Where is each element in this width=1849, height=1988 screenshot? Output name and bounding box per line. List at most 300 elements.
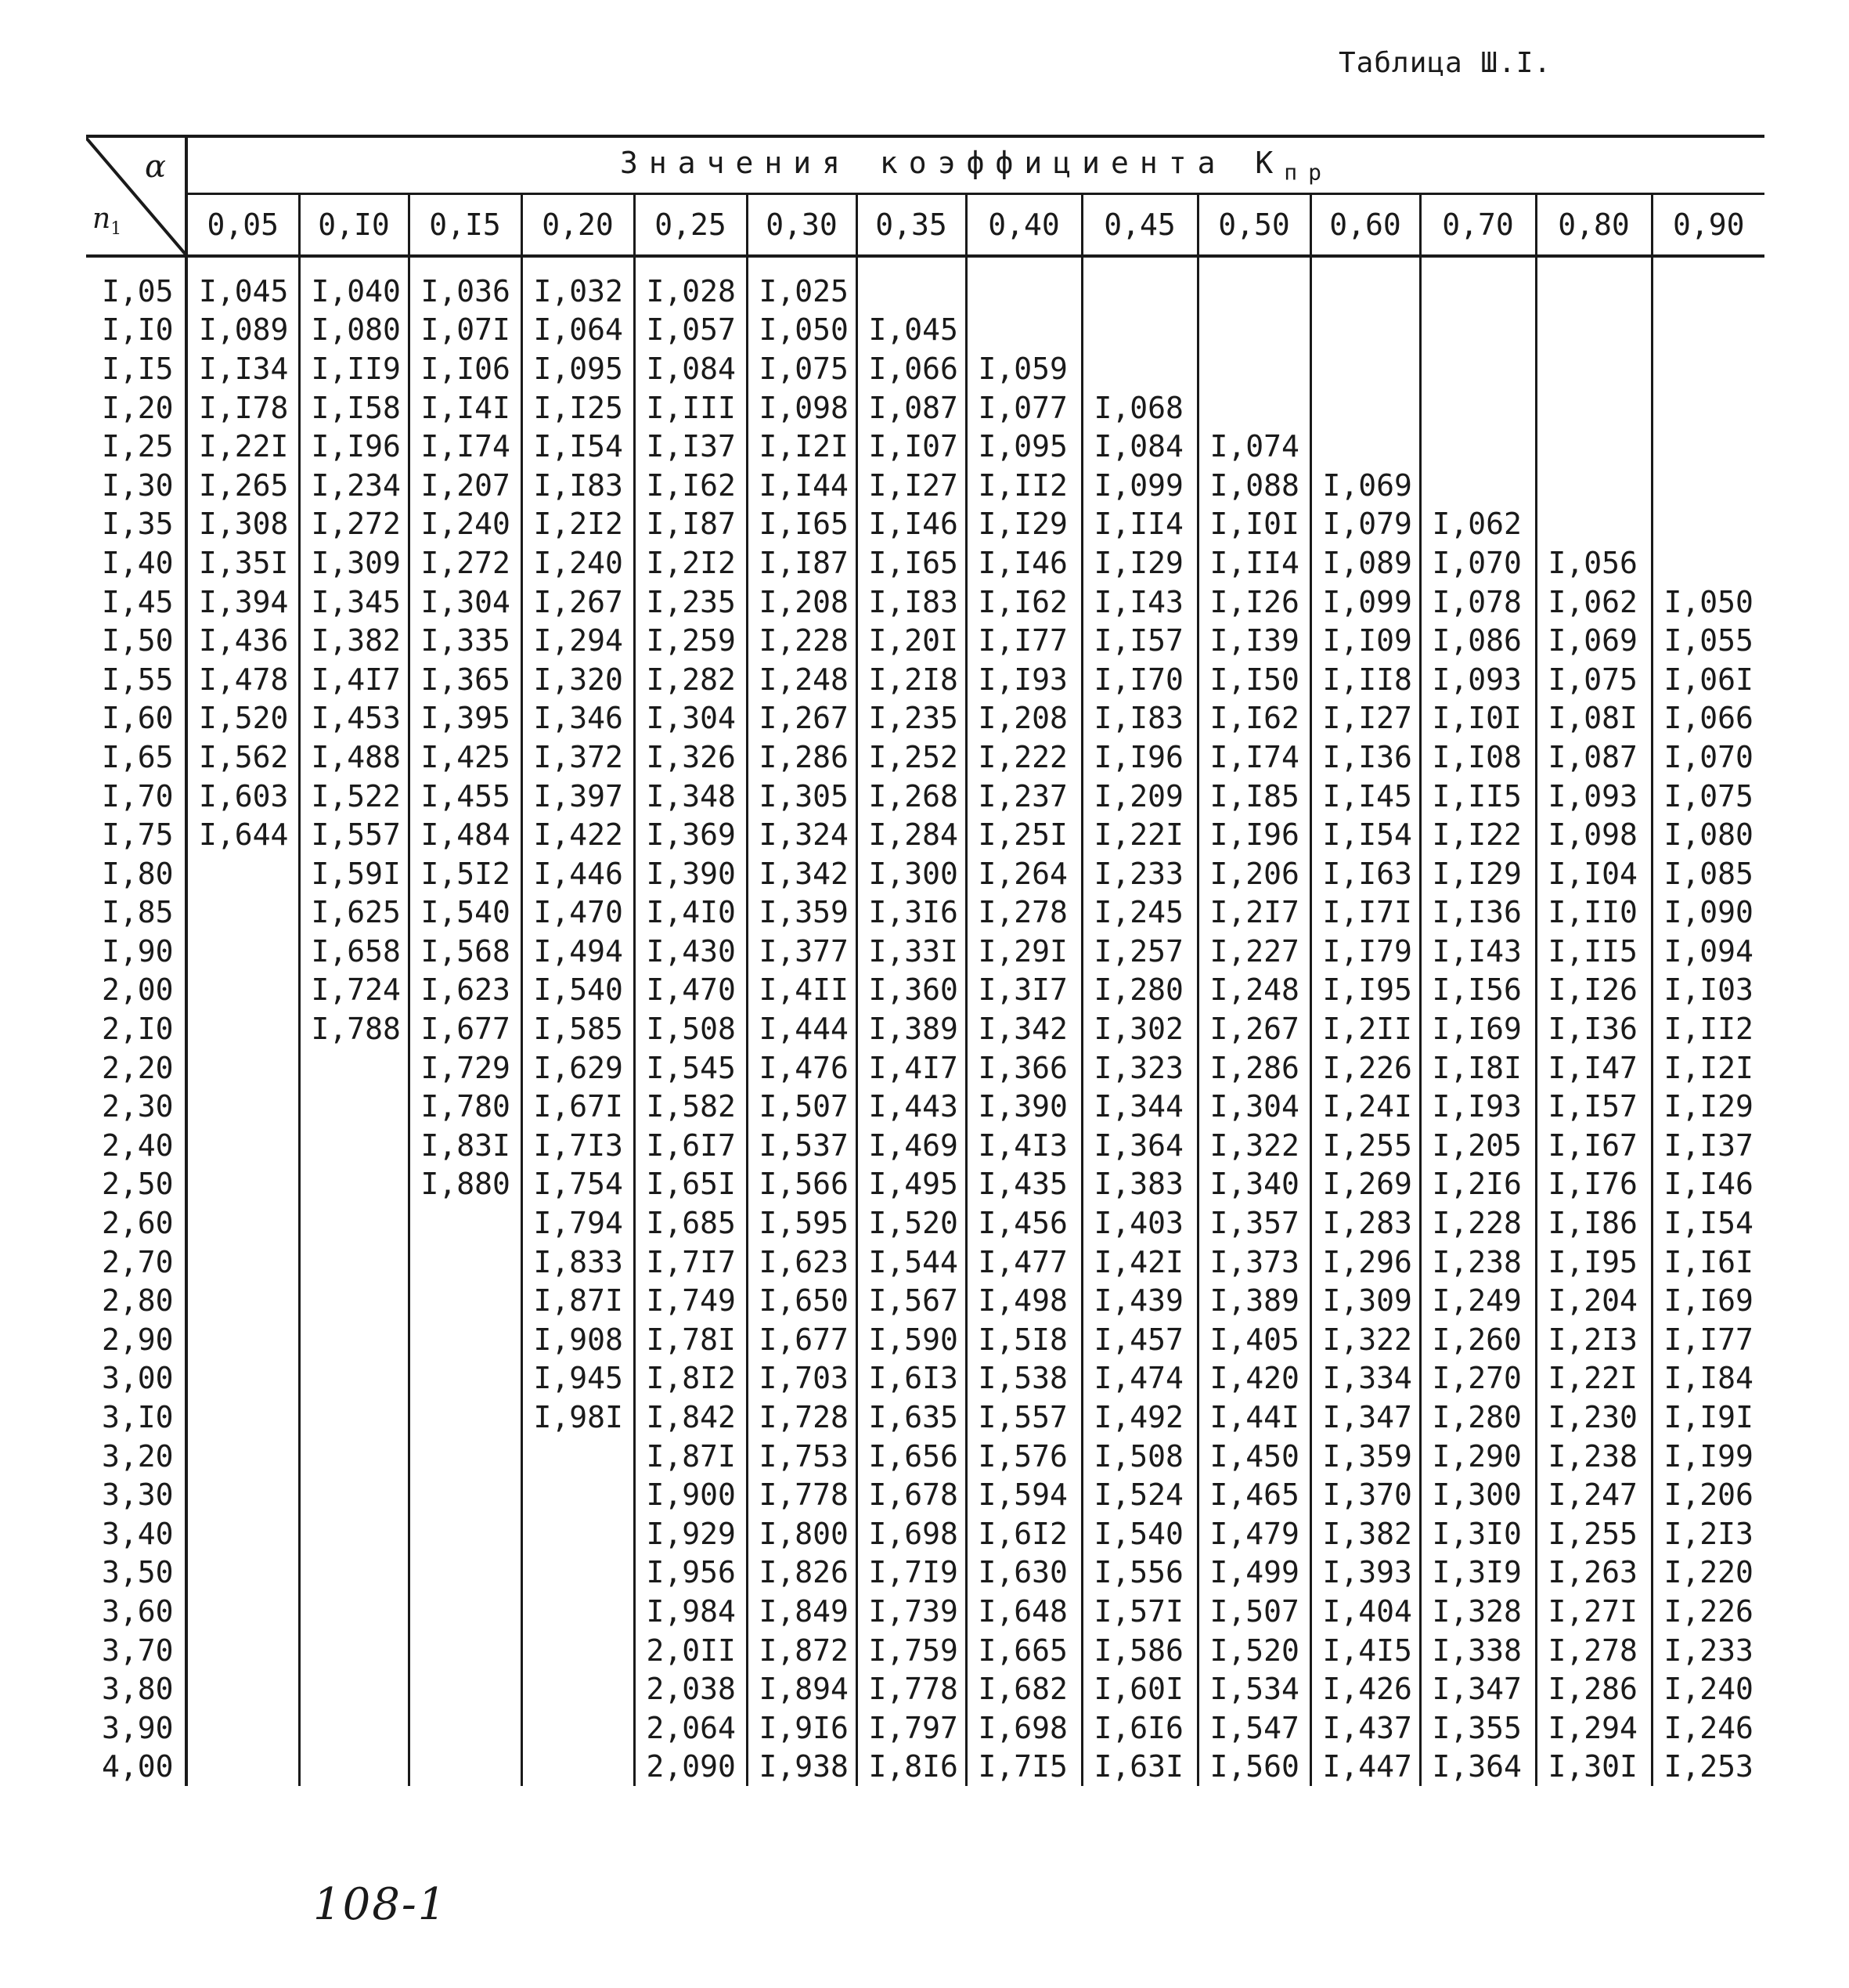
table-cell: I,I76 — [1536, 1165, 1652, 1204]
table-cell — [299, 1748, 409, 1787]
table-cell: I,403 — [1082, 1203, 1198, 1243]
table-cell: I,I96 — [1082, 738, 1198, 777]
table-cell: I,255 — [1310, 1126, 1420, 1165]
table-cell: I,929 — [634, 1514, 747, 1553]
table-cell — [521, 1708, 634, 1748]
table-cell: I,078 — [1420, 583, 1536, 622]
table-cell: I,080 — [299, 311, 409, 350]
table-cell — [409, 1398, 521, 1437]
table-cell — [856, 256, 966, 311]
table-cell: I,I86 — [1536, 1203, 1652, 1243]
table-cell: I,240 — [409, 505, 521, 544]
table-cell — [1536, 388, 1652, 428]
table-cell: I,I57 — [1082, 621, 1198, 660]
table-cell: I,390 — [966, 1087, 1082, 1126]
table-cell — [409, 1281, 521, 1320]
table-cell: I,436 — [186, 621, 299, 660]
table-cell: I,064 — [521, 311, 634, 350]
table-cell — [186, 1475, 299, 1514]
table-cell: I,498 — [966, 1281, 1082, 1320]
table-cell: I,87I — [634, 1437, 747, 1476]
table-cell — [186, 1359, 299, 1398]
table-cell: I,83I — [409, 1126, 521, 1165]
table-cell: I,794 — [521, 1203, 634, 1243]
table-cell: I,227 — [1198, 932, 1310, 971]
table-cell — [186, 1437, 299, 1476]
table-cell: I,208 — [747, 583, 856, 622]
table-cell: I,II9 — [299, 349, 409, 388]
table-cell: I,I43 — [1420, 932, 1536, 971]
table-cell: I,099 — [1082, 466, 1198, 505]
handwritten-page-mark: 108-1 — [313, 1879, 448, 1930]
table-row — [86, 815, 1764, 854]
table-cell: I,040 — [299, 256, 409, 311]
table-cell: I,2I3 — [1663, 1516, 1753, 1551]
kpr-symbol: $К_{пр}$ — [1255, 145, 1332, 186]
table-cell: I,703 — [747, 1359, 856, 1398]
table-cell: I,360 — [856, 971, 966, 1010]
table-cell: I,080 — [1663, 817, 1753, 853]
table-cell: I,265 — [186, 466, 299, 505]
table-cell: I,I69 — [1663, 1283, 1753, 1319]
table-cell: I,I2I — [747, 427, 856, 466]
table-row — [86, 1437, 1764, 1476]
table-cell: I,06I — [1663, 662, 1753, 697]
table-cell: I,I0I — [1420, 699, 1536, 738]
table-cell: I,677 — [747, 1320, 856, 1359]
table-cell: I,474 — [1082, 1359, 1198, 1398]
table-cell: I,036 — [409, 256, 521, 311]
table-cell: I,488 — [299, 738, 409, 777]
table-cell: I,267 — [1198, 1009, 1310, 1048]
table-cell: I,540 — [1082, 1514, 1198, 1553]
table-cell: I,264 — [966, 854, 1082, 893]
row-label: I,45 — [86, 583, 186, 622]
table-cell: I,435 — [966, 1165, 1082, 1204]
table-cell: I,259 — [634, 621, 747, 660]
table-cell: I,22I — [1536, 1359, 1652, 1398]
table-cell: I,780 — [409, 1087, 521, 1126]
table-cell: I,257 — [1082, 932, 1198, 971]
table-cell — [299, 1281, 409, 1320]
table-cell: I,I99 — [1663, 1438, 1753, 1474]
table-cell: I,226 — [1310, 1048, 1420, 1088]
table-cell: I,342 — [966, 1009, 1082, 1048]
table-title: Значения коэффициента $К_{пр}$ — [186, 136, 1764, 194]
table-cell: I,I26 — [1536, 971, 1652, 1010]
table-cell — [186, 854, 299, 893]
table-row — [86, 1320, 1764, 1359]
table-cell: I,534 — [1198, 1669, 1310, 1708]
table-cell: I,087 — [856, 388, 966, 428]
row-label: 3,I0 — [86, 1398, 186, 1437]
row-label: I,30 — [86, 466, 186, 505]
table-cell: I,364 — [1082, 1126, 1198, 1165]
table-cell — [1536, 466, 1652, 505]
table-cell — [1310, 311, 1420, 350]
table-cell: I,457 — [1082, 1320, 1198, 1359]
table-cell: I,556 — [1082, 1553, 1198, 1593]
table-cell: I,557 — [966, 1398, 1082, 1437]
table-cell: I,2I7 — [1198, 893, 1310, 933]
table-cell — [186, 1708, 299, 1748]
row-label: I,40 — [86, 543, 186, 583]
table-cell: I,I37 — [634, 427, 747, 466]
table-cell: I,089 — [1310, 543, 1420, 583]
table-cell: I,235 — [856, 699, 966, 738]
table-cell — [1198, 256, 1310, 311]
table-cell — [1082, 349, 1198, 388]
table-cell: I,568 — [409, 932, 521, 971]
table-cell: I,956 — [634, 1553, 747, 1593]
table-cell: I,237 — [966, 777, 1082, 816]
row-label: 2,I0 — [86, 1009, 186, 1048]
table-cell: I,545 — [634, 1048, 747, 1088]
table-cell — [1420, 466, 1536, 505]
table-cell: I,286 — [1198, 1048, 1310, 1088]
table-cell: I,630 — [966, 1553, 1082, 1593]
table-cell: I,5I8 — [966, 1320, 1082, 1359]
table-cell: 2,090 — [634, 1748, 747, 1787]
table-row — [86, 1203, 1764, 1243]
table-row — [86, 1592, 1764, 1631]
table-cell: I,270 — [1420, 1359, 1536, 1398]
table-cell: I,335 — [409, 621, 521, 660]
table-cell: I,I83 — [521, 466, 634, 505]
table-cell: I,045 — [856, 311, 966, 350]
table-cell — [1536, 427, 1652, 466]
table-cell: I,629 — [521, 1048, 634, 1088]
table-cell: I,2I2 — [521, 505, 634, 544]
table-cell: I,I47 — [1536, 1048, 1652, 1088]
table-cell: I,728 — [747, 1398, 856, 1437]
table-cell: I,759 — [856, 1631, 966, 1670]
table-cell: I,I04 — [1536, 854, 1652, 893]
table-cell: I,I79 — [1310, 932, 1420, 971]
table-cell — [409, 1475, 521, 1514]
table-cell: 2,038 — [634, 1669, 747, 1708]
row-label: I,I5 — [86, 349, 186, 388]
table-cell: I,057 — [634, 311, 747, 350]
table-cell: I,II5 — [1536, 932, 1652, 971]
table-cell: I,520 — [186, 699, 299, 738]
table-cell — [299, 1243, 409, 1282]
table-cell: I,404 — [1310, 1592, 1420, 1631]
table-cell: I,I2I — [1663, 1050, 1753, 1085]
table-cell: I,I36 — [1310, 738, 1420, 777]
table-cell: I,204 — [1536, 1281, 1652, 1320]
table-cell: I,238 — [1420, 1243, 1536, 1282]
table-cell: I,682 — [966, 1669, 1082, 1708]
table-cell: I,4I3 — [966, 1126, 1082, 1165]
table-cell — [1652, 311, 1764, 350]
table-cell: I,233 — [1663, 1633, 1753, 1668]
table-cell: I,090 — [1663, 895, 1753, 930]
table-cell: I,2I3 — [1536, 1320, 1652, 1359]
table-cell — [186, 1669, 299, 1708]
table-cell: I,470 — [521, 893, 634, 933]
table-cell: I,456 — [966, 1203, 1082, 1243]
table-cell — [299, 1592, 409, 1631]
table-row — [86, 427, 1764, 466]
row-label: I,50 — [86, 621, 186, 660]
table-cell: I,I39 — [1198, 621, 1310, 660]
table-cell: I,739 — [856, 1592, 966, 1631]
table-row — [86, 505, 1764, 544]
table-cell: I,788 — [299, 1009, 409, 1048]
table-cell: I,II2 — [1663, 1012, 1753, 1047]
table-cell: I,447 — [1310, 1748, 1420, 1787]
table-cell: I,I07 — [856, 427, 966, 466]
table-cell: I,209 — [1082, 777, 1198, 816]
table-cell — [1198, 349, 1310, 388]
table-cell — [521, 1631, 634, 1670]
table-cell: I,4I5 — [1310, 1631, 1420, 1670]
table-row — [86, 777, 1764, 816]
table-cell — [299, 1048, 409, 1088]
table-cell: I,566 — [747, 1165, 856, 1204]
table-cell: I,269 — [1310, 1165, 1420, 1204]
table-cell: I,272 — [299, 505, 409, 544]
table-cell: I,I46 — [856, 505, 966, 544]
table-cell: I,I95 — [1536, 1243, 1652, 1282]
table-cell: I,586 — [1082, 1631, 1198, 1670]
table-cell — [299, 1359, 409, 1398]
table-cell: I,557 — [299, 815, 409, 854]
table-cell — [409, 1553, 521, 1593]
table-cell: I,656 — [856, 1437, 966, 1476]
table-cell: I,075 — [1536, 660, 1652, 699]
table-cell: I,355 — [1420, 1708, 1536, 1748]
table-cell: I,066 — [1663, 701, 1753, 736]
table-cell: I,286 — [747, 738, 856, 777]
table-cell — [186, 1203, 299, 1243]
table-cell: I,29I — [966, 932, 1082, 971]
table-cell: I,099 — [1310, 583, 1420, 622]
table-cell: I,280 — [1082, 971, 1198, 1010]
table-cell: I,25I — [966, 815, 1082, 854]
table-cell: I,369 — [634, 815, 747, 854]
row-label: 3,40 — [86, 1514, 186, 1553]
table-cell: I,208 — [966, 699, 1082, 738]
table-cell: I,894 — [747, 1669, 856, 1708]
table-cell: I,I50 — [1198, 660, 1310, 699]
table-cell: I,35I — [186, 543, 299, 583]
table-cell: I,494 — [521, 932, 634, 971]
table-cell: I,280 — [1420, 1398, 1536, 1437]
table-cell: I,234 — [299, 466, 409, 505]
table-cell: I,538 — [966, 1359, 1082, 1398]
table-cell: I,648 — [966, 1592, 1082, 1631]
row-label: 2,30 — [86, 1087, 186, 1126]
table-cell: I,I93 — [1420, 1087, 1536, 1126]
table-cell — [186, 1514, 299, 1553]
table-cell: I,294 — [521, 621, 634, 660]
table-row — [86, 1669, 1764, 1708]
table-cell — [186, 1748, 299, 1787]
table-cell: I,420 — [1198, 1359, 1310, 1398]
table-cell — [1652, 543, 1764, 583]
row-label: 2,60 — [86, 1203, 186, 1243]
table-cell — [186, 1087, 299, 1126]
table-cell — [1310, 388, 1420, 428]
table-cell: I,I08 — [1420, 738, 1536, 777]
table-cell: I,450 — [1198, 1437, 1310, 1476]
table-row — [86, 583, 1764, 622]
table-cell: I,062 — [1420, 505, 1536, 544]
table-cell: I,I09 — [1310, 621, 1420, 660]
table-cell — [1420, 311, 1536, 350]
table-cell: I,253 — [1663, 1749, 1753, 1784]
table-cell — [186, 971, 299, 1010]
table-cell — [1310, 256, 1420, 311]
table-cell: I,582 — [634, 1087, 747, 1126]
table-row — [86, 1126, 1764, 1165]
table-cell: I,425 — [409, 738, 521, 777]
table-cell: I,070 — [1420, 543, 1536, 583]
column-header: 0,70 — [1420, 194, 1536, 257]
table-cell: I,22I — [1082, 815, 1198, 854]
table-cell — [521, 1553, 634, 1593]
table-cell: I,308 — [186, 505, 299, 544]
table-cell: I,524 — [1082, 1475, 1198, 1514]
table-cell — [1652, 256, 1764, 311]
table-cell: I,590 — [856, 1320, 966, 1359]
table-cell: I,I54 — [521, 427, 634, 466]
table-cell: I,I46 — [966, 543, 1082, 583]
table-cell: I,567 — [856, 1281, 966, 1320]
table-cell: I,507 — [1198, 1592, 1310, 1631]
table-cell — [186, 1398, 299, 1437]
table-cell: I,476 — [747, 1048, 856, 1088]
table-cell: I,II4 — [1198, 543, 1310, 583]
table-cell: I,6I3 — [856, 1359, 966, 1398]
table-cell: I,I27 — [856, 466, 966, 505]
row-label: I,25 — [86, 427, 186, 466]
row-label: 3,80 — [86, 1669, 186, 1708]
table-cell: I,938 — [747, 1748, 856, 1787]
table-cell: I,245 — [1082, 893, 1198, 933]
table-cell: I,872 — [747, 1631, 856, 1670]
table-cell: I,395 — [409, 699, 521, 738]
table-cell: I,342 — [747, 854, 856, 893]
row-label: I,80 — [86, 854, 186, 893]
table-cell: I,345 — [299, 583, 409, 622]
table-cell: I,499 — [1198, 1553, 1310, 1593]
table-cell: I,334 — [1310, 1359, 1420, 1398]
table-cell: I,I56 — [1420, 971, 1536, 1010]
table-cell: I,2I2 — [634, 543, 747, 583]
table-cell — [186, 893, 299, 933]
table-cell — [299, 1437, 409, 1476]
row-label: I,55 — [86, 660, 186, 699]
row-label: I,75 — [86, 815, 186, 854]
table-cell: I,278 — [966, 893, 1082, 933]
table-row — [86, 660, 1764, 699]
table-cell: I,370 — [1310, 1475, 1420, 1514]
table-cell — [1652, 466, 1764, 505]
table-cell — [1310, 349, 1420, 388]
row-label: 2,40 — [86, 1126, 186, 1165]
table-cell — [299, 1398, 409, 1437]
table-cell: I,338 — [1420, 1631, 1536, 1670]
table-row — [86, 1398, 1764, 1437]
table-cell: I,I85 — [1198, 777, 1310, 816]
table-cell: I,085 — [1663, 856, 1753, 891]
table-cell — [521, 1669, 634, 1708]
table-cell: I,077 — [966, 388, 1082, 428]
table-cell: I,60I — [1082, 1669, 1198, 1708]
table-row — [86, 621, 1764, 660]
table-cell: I,98I — [521, 1398, 634, 1437]
table-cell: I,I29 — [1420, 854, 1536, 893]
table-cell: I,228 — [1420, 1203, 1536, 1243]
table-row — [86, 543, 1764, 583]
table-cell: I,833 — [521, 1243, 634, 1282]
table-cell: I,08I — [1536, 699, 1652, 738]
table-cell: I,8I2 — [634, 1359, 747, 1398]
table-cell — [1198, 388, 1310, 428]
table-cell: I,II5 — [1420, 777, 1536, 816]
row-label: 4,00 — [86, 1748, 186, 1787]
row-label: I,35 — [86, 505, 186, 544]
table-cell: I,I0I — [1198, 505, 1310, 544]
table-cell: I,594 — [966, 1475, 1082, 1514]
table-cell — [186, 932, 299, 971]
table-row — [86, 1165, 1764, 1204]
table-cell — [409, 1437, 521, 1476]
table-cell: I,I37 — [1663, 1127, 1753, 1163]
table-cell: I,I22 — [1420, 815, 1536, 854]
table-cell: I,650 — [747, 1281, 856, 1320]
table-row — [86, 1048, 1764, 1088]
table-cell — [409, 1320, 521, 1359]
row-label: I,65 — [86, 738, 186, 777]
table-row — [86, 932, 1764, 971]
table-cell: I,3I7 — [966, 971, 1082, 1010]
table-cell: I,6I6 — [1082, 1708, 1198, 1748]
table-cell: I,4I7 — [299, 660, 409, 699]
table-cell: I,439 — [1082, 1281, 1198, 1320]
table-cell: I,453 — [299, 699, 409, 738]
table-cell: I,I29 — [966, 505, 1082, 544]
table-cell: I,623 — [747, 1243, 856, 1282]
table-cell — [186, 1126, 299, 1165]
table-cell: I,296 — [1310, 1243, 1420, 1282]
table-cell: I,729 — [409, 1048, 521, 1088]
table-cell: I,I43 — [1082, 583, 1198, 622]
table-cell: I,59I — [299, 854, 409, 893]
table-row — [86, 388, 1764, 428]
table-cell: I,267 — [747, 699, 856, 738]
table-cell: I,205 — [1420, 1126, 1536, 1165]
table-cell: I,I62 — [634, 466, 747, 505]
row-label: 3,50 — [86, 1553, 186, 1593]
column-header: 0,30 — [747, 194, 856, 257]
row-label: 3,00 — [86, 1359, 186, 1398]
table-cell: I,57I — [1082, 1592, 1198, 1631]
column-header: 0,20 — [521, 194, 634, 257]
table-row — [86, 1631, 1764, 1670]
column-header: 0,60 — [1310, 194, 1420, 257]
table-cell: I,340 — [1198, 1165, 1310, 1204]
table-cell: I,300 — [1420, 1475, 1536, 1514]
table-cell: I,908 — [521, 1320, 634, 1359]
table-cell: I,240 — [521, 543, 634, 583]
table-cell: I,255 — [1536, 1514, 1652, 1553]
row-label: 2,00 — [86, 971, 186, 1010]
table-cell — [1536, 311, 1652, 350]
